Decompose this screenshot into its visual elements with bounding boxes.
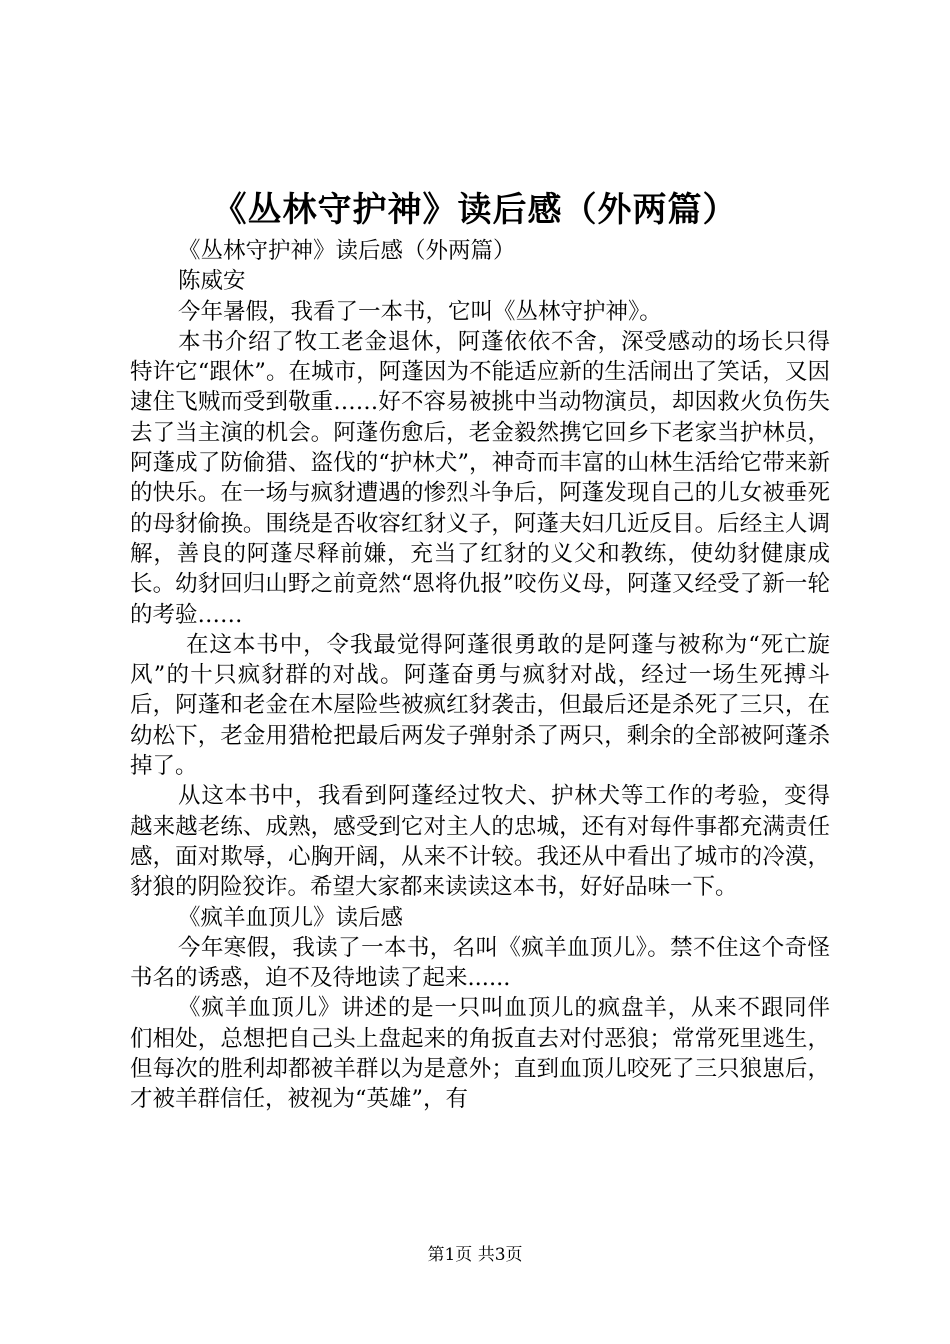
body-paragraph: 在这本书中，令我最觉得阿蓬很勇敢的是阿蓬与被称为“死亡旋风”的十只疯豺群的对战。阿蓬奋勇与疯豺对战，经过一场生死搏斗后，阿蓬和老金在木屋险些被疯红豺袭击，但最后还是杀死了三只，在幼松下，老金用猎枪把最后两发子弹射杀了两只，剩余的全部被阿蓬杀掉了。 (130, 631, 830, 780)
body-paragraph: 今年寒假，我读了一本书，名叫《疯羊血顶儿》。禁不住这个奇怪书名的诱惑，迫不及待地读了起来...... (130, 934, 830, 992)
body-paragraph: 从这本书中，我看到阿蓬经过牧犬、护林犬等工作的考验，变得越来越老练、成熟，感受到它对主人的忠城，还有对每件事都充满责任感，面对欺辱，心胸开阔，从来不计较。我还从中看出了城市的冷漠，豺狼的阴险狡诈。希望大家都来读读这本书，好好品味一下。 (130, 783, 830, 901)
document-title: 《丛林守护神》读后感（外两篇） (212, 190, 738, 230)
body-paragraph: 今年暑假，我看了一本书，它叫《丛林守护神》。 (178, 298, 662, 325)
author-paragraph: 陈威安 (178, 268, 246, 295)
section-heading: 《疯羊血顶儿》读后感 (178, 904, 404, 931)
body-paragraph: 《疯羊血顶儿》讲述的是一只叫血顶儿的疯盘羊，从来不跟同伴们相处，总想把自己头上盘起来的角扳直去对付恶狼；常常死里逃生，但每次的胜利却都被羊群以为是意外；直到血顶儿咬死了三只狼崽后，才被羊群信任，被视为“英雄”，有 (130, 995, 830, 1113)
subtitle-paragraph: 《丛林守护神》读后感（外两篇） (178, 238, 516, 264)
page-footer: 第1页 共3页 (427, 1245, 523, 1265)
body-paragraph: 本书介绍了牧工老金退休，阿蓬依依不舍，深受感动的场长只得特许它“跟休”。在城市，阿蓬因为不能适应新的生活闹出了笑话，又因逮住飞贼而受到敬重……好不容易被挑中当动物演员，却因救火负伤失去了当主演的机会。阿蓬伤愈后，老金毅然携它回乡下老家当护林员，阿蓬成了防偷猎、盗伐的“护林犬”，神奇而丰富的山林生活给它带来新的快乐。在一场与疯豺遭遇的惨烈斗争后，阿蓬发现自己的儿女被垂死的母豺偷换。围绕是否收容红豺义子，阿蓬夫妇几近反目。后经主人调解，善良的阿蓬尽释前嫌，充当了红豺的义父和教练，使幼豺健康成长。幼豺回归山野之前竟然“恩将仇报”咬伤义母，阿蓬又经受了新一轮的考验…… (130, 328, 830, 628)
document-body (130, 236, 830, 1115)
